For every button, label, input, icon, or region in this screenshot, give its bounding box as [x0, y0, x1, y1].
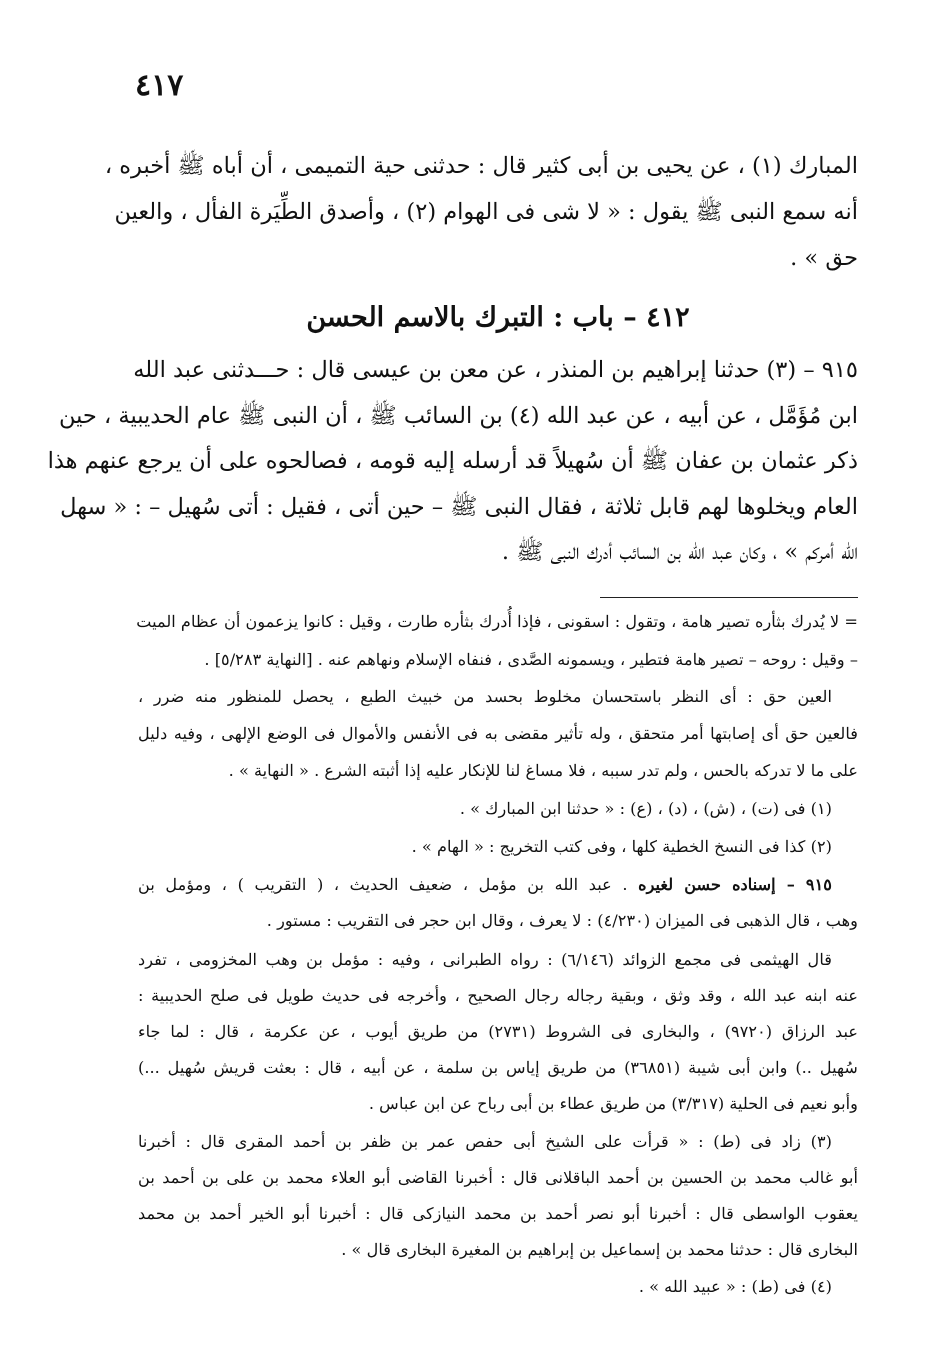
footnote-line: سُهيل ..) وابن أبى شيبة (٣٦٨٥١) من طريق إياس بن سلمة ، عن أبيه ، قال : بعثت قريش سُهيل ...) [138, 1058, 858, 1077]
footnote-line: العين حق : أى النظر باستحسان مخلوط بحسد من خبيث الطبع ، يحصل للمنظور منه ضرر ، [138, 687, 832, 706]
chapter-heading: ٤١٢ – باب : التبرك بالاسم الحسن [306, 302, 690, 333]
footnote-3: (٣) زاد فى (ط) : « قرأت على الشيخ أبى حفص عمر بن ظفر بن أحمد المقرى قال : أخبرنا [138, 1132, 832, 1151]
isnad-grading [138, 871, 858, 899]
footnote-line: عنه ابنه عبد الله ، وقد وثق ، وبقية رجاله رجال الصحيح ، وأخرجه فى حديث طويل فى صلح الحديبية : [138, 986, 858, 1005]
hadith-line: ٩١٥ – (٣) حدثنا إبراهيم بن المنذر ، عن معن بن عيسى قال : حـــدثنى عبد الله [133, 357, 858, 383]
footnote-line: أبو غالب محمد بن الحسين بن أحمد الباقلانى قال : أخبرنا القاضى أبو العلاء محمد بن على بن أحمد بن [138, 1168, 858, 1187]
footnote-line: عبد الرزاق (٩٧٢٠) ، والبخارى فى الشروط (٢٧٣١) من طريق أيوب ، عن عكرمة ، قال : لما جاء [138, 1022, 858, 1041]
footnote-4: (٤) فى (ط) : « عبيد الله » . [638, 1277, 832, 1296]
footnote-line: يعقوب الواسطى قال : أخبرنا أبو نصر أحمد بن محمد النيازكى قال : أخبرنا أبو الخير أحمد بن محمد [138, 1204, 858, 1223]
footnote-line: على ما لا تدركه بالحس ، ولم تدر سببه ، فلا مساغ لنا للإنكار عليه إذا أثبته الشرع . « النهاية » . [228, 761, 858, 780]
footnote-2: (٢) كذا فى النسخ الخطية كلها ، وفى كتب التخريج : « الهام » . [411, 837, 832, 856]
hadith-line: العام ويخلوها لهم قابل ثلاثة ، فقال النبى ﷺ – حين أتى ، فقيل : أتى سُهيل – : « سهل [60, 494, 858, 520]
isnad-grading-bold: ٩١٥ – إسناده حسن لغيره [638, 875, 832, 894]
body-line: حق » . [790, 245, 858, 271]
footnote-line: – وقيل : روحه – تصير هامة فتطير ، ويسمونه الصَّدى ، فنفاه الإسلام ونهاهم عنه . [النهاية ٥/٢٨٣] . [204, 650, 858, 669]
footnote-line: وأبو نعيم فى الحلية (٣/٣١٧) من طريق عطاء بن أبى رباح عن ابن عباس . [368, 1094, 858, 1113]
hadith-line: ابن مُؤَمَّل ، عن أبيه ، عن عبد الله (٤) بن السائب ﷺ ، أن النبى ﷺ عام الحديبية ، حين [58, 403, 858, 429]
isnad-grading-text: . عبد الله بن مؤمل ، ضعيف الحديث ، ( التقريب ) ، ومؤمل بن [138, 875, 639, 894]
hadith-line: الله أمركم » ، وكان عبد الله بن السائب أدرك النبى ﷺ . [501, 539, 858, 565]
footnote-line: فالعين حق أى إصابتها أمر متحقق ، وله تأثير مقضى به فى الأنفس والأموال فى الوضع الإلهى ، وفيه دليل [138, 724, 858, 743]
footnote-line: = لا يُدرك بثأره تصير هامة ، وتقول : اسقونى ، فإذا أُدرك بثأره طارت ، وقيل : كانوا يزعمون أن عظام الميت [136, 612, 858, 631]
page-number: ٤١٧ [135, 68, 184, 103]
footnote-1: (١) فى (ت) ، (ش) ، (د) ، (ع) : « حدثنا ابن المبارك » . [459, 799, 832, 818]
body-line: المبارك (١) ، عن يحيى بن أبى كثير قال : حدثنى حية التميمى ، أن أباه ﷺ أخبره ، [104, 153, 858, 179]
footnote-line: وهب ، قال الذهبى فى الميزان (٤/٢٣٠) : لا يعرف ، وقال ابن حجر فى التقريب : مستور . [266, 911, 858, 930]
body-line: أنه سمع النبى ﷺ يقول : « لا شى فى الهوام (٢) ، وأصدق الطِّيَرة الفأل ، والعين [114, 199, 858, 225]
footnote-line: قال الهيثمى فى مجمع الزوائد (٦/١٤٦) : رواه الطبرانى ، وفيه : مؤمل بن وهب المخزومى ، تفرد [138, 950, 832, 969]
footnote-line: البخارى قال : حدثنا محمد بن إسماعيل بن إبراهيم بن المغيرة البخارى قال » . [341, 1240, 858, 1259]
footnote-separator [600, 597, 858, 598]
hadith-line: ذكر عثمان بن عفان ﷺ أن سُهيلاً قد أرسله إليه قومه ، فصالحوه على أن يرجع عنهم هذا [47, 448, 858, 474]
